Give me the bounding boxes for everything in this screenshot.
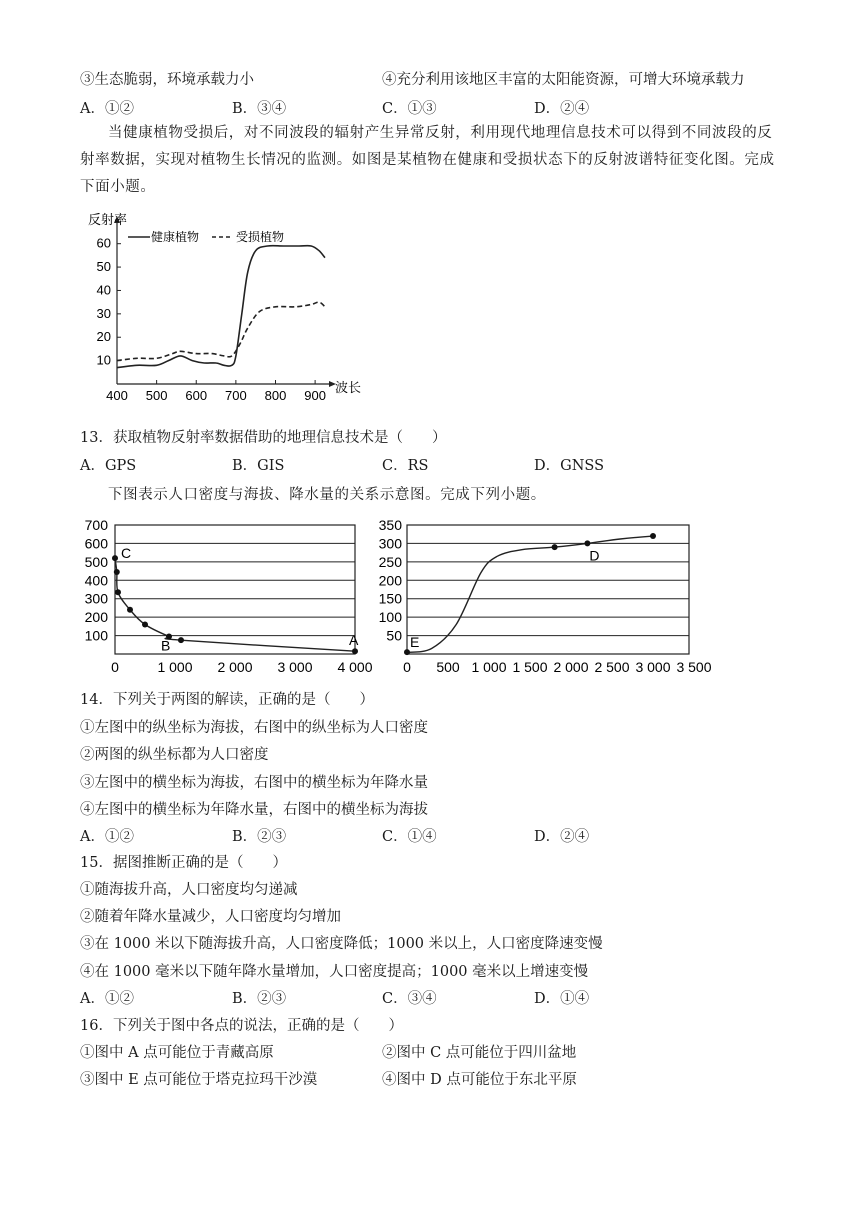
data-point (584, 540, 590, 546)
q13-option-b: B．GIS (232, 458, 285, 474)
intro-spectral-paragraph (80, 120, 785, 201)
point-label-c: C (121, 545, 132, 562)
q13-stem: 13．获取植物反射率数据借助的地理信息技术是（ ） (80, 430, 447, 446)
q15-item-1: ①随海拔升高，人口密度均匀递减 (80, 882, 298, 898)
y-tick-label: 200 (378, 572, 402, 589)
x-tick-label: 4 000 (337, 659, 373, 675)
x-tick-label: 2 000 (217, 659, 253, 675)
y-tick-label: 60 (96, 235, 111, 251)
q14-option-d: D．②④ (534, 829, 590, 845)
q16-stem: 16．下列关于图中各点的说法，正确的是（ ） (80, 1018, 403, 1034)
intro-spectral-text: 当健康植物受损后，对不同波段的辐射产生异常反射，利用现代地理信息技术可以得到不同波段的反射率数据，实现对植物生长情况的监测。如图是某植物在健康和受损状态下的反射波谱特征变化图。完成下面小题。 (80, 125, 775, 195)
point-label-b: B (161, 637, 171, 654)
y-tick-label: 700 (84, 517, 108, 533)
q14-option-a: A．①② (80, 829, 134, 845)
q14-option-c: C．①④ (382, 829, 437, 845)
q12-option-b: B．③④ (232, 101, 287, 117)
q13-option-a: A．GPS (80, 458, 137, 474)
plot-frame (115, 525, 355, 654)
y-tick-label: 150 (378, 590, 402, 607)
x-tick-label: 500 (436, 659, 460, 675)
population-altitude-chart (80, 516, 375, 678)
x-tick-label: 400 (106, 388, 128, 403)
y-tick-label: 100 (378, 609, 402, 626)
q12-option-c: C．①③ (382, 101, 437, 117)
x-tick-label: 3 000 (635, 659, 671, 675)
y-tick-label: 500 (84, 553, 108, 570)
legend-damaged-label: 受损植物 (236, 230, 285, 244)
spectral-xlabel: 波长 (335, 380, 362, 395)
q14-item-3: ③左图中的横坐标为海拔，右图中的横坐标为年降水量 (80, 775, 428, 791)
y-tick-label: 10 (96, 352, 111, 368)
altitude-density-curve (115, 558, 355, 654)
q15-option-b: B．②③ (232, 991, 287, 1007)
q15-option-d: D．①④ (534, 991, 590, 1007)
q15-option-c: C．③④ (382, 991, 437, 1007)
q12-option-a: A．①② (80, 101, 134, 117)
q14-stem: 14．下列关于两图的解读，正确的是（ ） (80, 692, 374, 708)
x-tick-label: 1 000 (157, 659, 193, 675)
q13-option-d: D．GNSS (534, 458, 605, 474)
x-tick-label: 600 (185, 388, 208, 403)
y-tick-label: 350 (378, 517, 402, 533)
y-tick-label: 400 (84, 572, 108, 589)
point-label-d: D (589, 547, 600, 564)
data-point (178, 637, 184, 643)
x-tick-label: 1 500 (512, 659, 548, 675)
y-tick-label: 300 (378, 535, 402, 552)
y-tick-label: 50 (96, 259, 111, 275)
x-tick-label: 1 000 (471, 659, 507, 675)
y-tick-label: 250 (378, 553, 402, 570)
data-point (127, 607, 133, 613)
y-tick-label: 100 (84, 627, 108, 644)
precipitation-density-curve (407, 536, 653, 652)
intro-population: 下图表示人口密度与海拔、降水量的关系示意图。完成下列小题。 (108, 487, 546, 503)
q14-item-2: ②两图的纵坐标都为人口密度 (80, 747, 269, 763)
spectral-chart (80, 212, 362, 410)
data-point (650, 533, 656, 539)
x-tick-label: 0 (403, 659, 411, 675)
q15-item-4: ④在 1000 毫米以下随年降水量增加，人口密度提高；1000 毫米以上增速变慢 (80, 964, 589, 980)
x-tick-label: 700 (225, 388, 247, 403)
q13-option-c: C．RS (382, 458, 429, 474)
data-point (114, 569, 120, 575)
population-precipitation-chart (372, 516, 712, 678)
x-tick-label: 500 (145, 388, 168, 403)
x-tick-label: 2 000 (553, 659, 589, 675)
data-point (115, 589, 121, 595)
q16-item-4: ④图中 D 点可能位于东北平原 (382, 1072, 577, 1088)
x-tick-label: 3 000 (277, 659, 313, 675)
q16-item-2: ②图中 C 点可能位于四川盆地 (382, 1045, 577, 1061)
data-point (352, 648, 358, 654)
x-tick-label: 2 500 (594, 659, 630, 675)
q14-item-1: ①左图中的纵坐标为海拔，右图中的纵坐标为人口密度 (80, 720, 428, 736)
y-tick-label: 600 (84, 535, 108, 552)
point-label-e: E (410, 634, 420, 651)
q15-item-2: ②随着年降水量减少，人口密度均匀增加 (80, 909, 341, 925)
q16-item-1: ①图中 A 点可能位于青藏高原 (80, 1045, 274, 1061)
data-point (552, 544, 558, 550)
x-tick-label: 900 (304, 388, 326, 403)
spectral-ylabel: 反射率 (88, 212, 128, 227)
y-tick-label: 50 (386, 627, 402, 644)
x-tick-label: 3 500 (676, 659, 712, 675)
y-tick-label: 200 (84, 609, 108, 626)
q15-item-3: ③在 1000 米以下随海拔升高，人口密度降低；1000 米以上，人口密度降速变慢 (80, 936, 603, 952)
y-tick-label: 20 (96, 329, 111, 345)
q16-item-3: ③图中 E 点可能位于塔克拉玛干沙漠 (80, 1072, 318, 1088)
data-point (142, 622, 148, 628)
damaged-plant-line (117, 302, 325, 360)
q15-stem: 15．据图推断正确的是（ ） (80, 855, 287, 871)
y-tick-label: 40 (96, 282, 111, 298)
y-tick-label: 300 (84, 590, 108, 607)
x-tick-label: 800 (264, 388, 287, 403)
q14-option-b: B．②③ (232, 829, 287, 845)
q14-item-4: ④左图中的横坐标为年降水量，右图中的横坐标为海拔 (80, 802, 428, 818)
y-tick-label: 30 (96, 305, 111, 321)
x-tick-label: 0 (111, 659, 119, 675)
q12-option-d: D．②④ (534, 101, 590, 117)
data-point (112, 555, 118, 561)
point-label-a: A (349, 632, 359, 649)
q15-option-a: A．①② (80, 991, 134, 1007)
q12-item-3: ③生态脆弱，环境承载力小 (80, 72, 254, 88)
q12-item-4: ④充分利用该地区丰富的太阳能资源，可增大环境承载力 (382, 72, 745, 88)
legend-healthy-label: 健康植物 (151, 230, 200, 244)
